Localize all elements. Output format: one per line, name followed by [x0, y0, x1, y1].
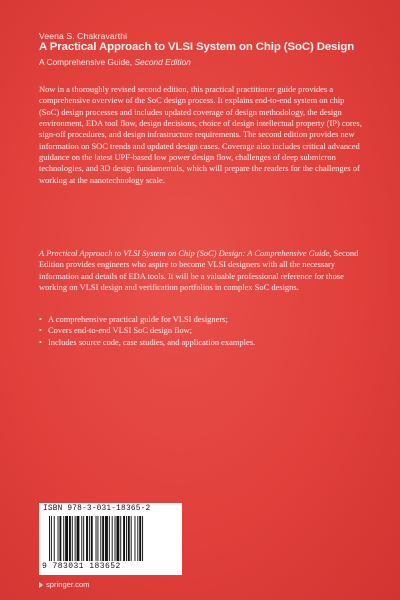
list-item: • Covers end-to-end VLSI SoC design flow; [39, 325, 365, 336]
list-item: • Includes source code, case studies, and application examples. [39, 337, 365, 348]
book-subtitle [39, 57, 191, 67]
feature-list [39, 314, 365, 348]
description-paragraph-1: Now in a thoroughly revised second edition, this practical practitioner guide provides a comprehensive overview of the SoC design process. It explains end-to-end system on chip (SoC) design processes and includes updated coverage of design methodology, the design environment, EDA tool flow, design decisions, choice of design intellectual property (IP) cores, sign-off procedures, and design infrastructure requirements. The second edition provides new information on SOC trends and updated design cases. Coverage also includes critical advanced guidance on the latest UPF-based low power design flow, challenges of deep submicron technologies, and 3D design fundamentals, which will prepare the readers for the challenges of working at the nanotechnology scale. [39, 84, 362, 185]
paragraph-2-text: , Second Edition provides engineers who aspire to become VLSI designers with all the necessary information and details of EDA tools. It will be a valuable professional reference for those working on VLSI design and verification portfolios in complex SoC designs. [39, 248, 359, 293]
arrow-right-icon [39, 582, 43, 588]
barcode-icon [49, 516, 177, 561]
subtitle-main: A Comprehensive Guide, [39, 57, 135, 67]
isbn-label: ISBN 978-3-031-18365-2 [43, 505, 151, 513]
paragraph-2-book-title: A Practical Approach to VLSI System on Chip (SoC) Design: A Comprehensive Guide [39, 248, 330, 258]
barcode-digits: 9 783031 183652 [42, 562, 121, 571]
publisher-link[interactable] [39, 580, 89, 589]
author-name: Veena S. Chakravarthi [39, 31, 128, 41]
publisher-link-text: springer.com [46, 580, 90, 589]
book-title: A Practical Approach to VLSI System on Chip (SoC) Design [39, 41, 355, 53]
barcode-panel [39, 503, 182, 575]
list-item: • A comprehensive practical guide for VLSI designers; [39, 314, 365, 325]
subtitle-edition: Second Edition [134, 57, 191, 67]
description-paragraph-2 [39, 248, 365, 293]
